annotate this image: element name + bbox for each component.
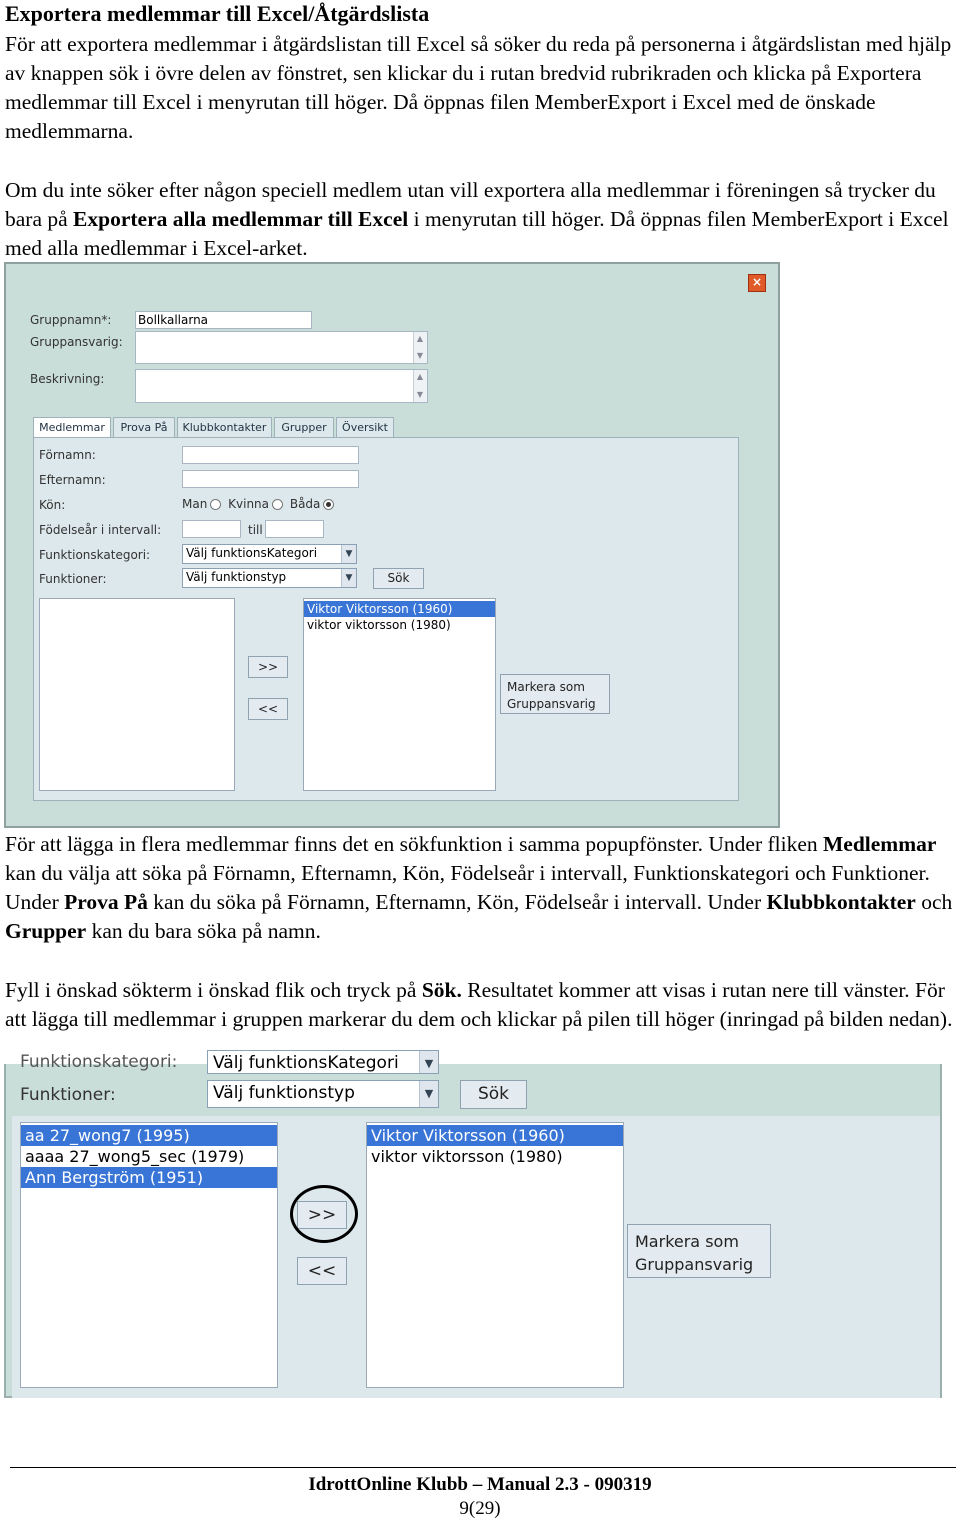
- group-dialog-screenshot: [4, 262, 780, 828]
- tab-klubbkontakter[interactable]: Klubbkontakter: [177, 417, 272, 437]
- kon-label: Kön:: [39, 498, 66, 512]
- cut-off-select[interactable]: Välj funktionsKategori ▼: [207, 1050, 439, 1074]
- kon-kvinna-radio[interactable]: [272, 499, 283, 510]
- highlight-circle: [290, 1185, 358, 1243]
- gruppansvarig-field[interactable]: [135, 331, 428, 364]
- markera-gruppansvarig-button[interactable]: [627, 1224, 771, 1278]
- search-results-list[interactable]: [20, 1122, 278, 1388]
- list-item[interactable]: aaaa 27_wong5_sec (1979): [25, 1147, 245, 1166]
- funktioner-label: Funktioner:: [20, 1085, 116, 1105]
- list-item[interactable]: Viktor Viktorsson (1960): [367, 1125, 623, 1146]
- fodelsear-to-input[interactable]: [265, 520, 324, 538]
- markera-gruppansvarig-button[interactable]: [500, 674, 610, 714]
- tab-oversikt[interactable]: Översikt: [336, 417, 394, 437]
- beskrivning-label: Beskrivning:: [30, 372, 105, 386]
- tab-grupper[interactable]: Grupper: [274, 417, 334, 437]
- list-item[interactable]: viktor viktorsson (1980): [307, 618, 451, 632]
- add-member-button[interactable]: >>: [297, 1201, 347, 1229]
- intro-paragraph: För att exportera medlemmar i åtgärdslistan till Excel så söker du reda på personerna i åtgärdslistan med hjälp av knappen sök i övre delen av fönstret, sen klickar du i rutan bredvid rubrikraden och klicka på Exportera medlemmar till Excel i menyrutan till höger. Då öppnas filen MemberExport i Excel med de önskade medlemmarna.: [5, 32, 952, 143]
- zoomed-dialog-screenshot: [4, 1052, 942, 1398]
- sok-button[interactable]: Sök: [373, 568, 424, 589]
- tab-medlemmar[interactable]: Medlemmar: [33, 417, 111, 438]
- add-member-button[interactable]: >>: [248, 656, 288, 678]
- sok-button[interactable]: Sök: [460, 1080, 527, 1109]
- search-paragraph: För att lägga in flera medlemmar finns det en sökfunktion i samma popupfönster. Under fliken Medlemmar kan du välja att söka på Förnamn, Efternamn, Kön, Födelseår i intervall, Funktionskategori och Funktioner. Under Prova På kan du söka på Förnamn, Efternamn, Kön, Födelseår i intervall. Under Klubbkontakter och Grupper kan du bara söka på namn.: [5, 832, 953, 943]
- kon-radio-group: [182, 497, 337, 511]
- remove-member-button[interactable]: <<: [297, 1257, 347, 1285]
- kon-kvinna-label: Kvinna: [228, 497, 270, 511]
- fodelsear-label: Födelseår i intervall:: [39, 523, 162, 537]
- chevron-down-icon: ▼: [341, 545, 356, 563]
- funktioner-label: Funktioner:: [39, 572, 107, 586]
- button-label-line2: Gruppansvarig: [507, 697, 596, 711]
- chevron-down-icon: ▼: [419, 1081, 438, 1107]
- footer-rule: [10, 1467, 956, 1468]
- list-item[interactable]: viktor viktorsson (1980): [371, 1147, 563, 1166]
- close-icon[interactable]: ×: [748, 274, 766, 292]
- page-heading: Exportera medlemmar till Excel/Åtgärdslista: [5, 1, 430, 26]
- kon-bada-radio[interactable]: [323, 499, 334, 510]
- efternamn-label: Efternamn:: [39, 473, 106, 487]
- chevron-down-icon: ▼: [341, 569, 356, 587]
- scrollbar[interactable]: ▲ ▼: [413, 332, 427, 363]
- cut-off-label: Funktionskategori:: [20, 1052, 178, 1072]
- scrollbar[interactable]: ▲ ▼: [413, 370, 427, 402]
- instruction-paragraph: Fyll i önskad sökterm i önskad flik och tryck på Sök. Resultatet kommer att visas i rutan nere till vänster. För att lägga till medlemmar i gruppen markerar du dem och klickar på pilen till höger (inringad på bilden nedan).: [5, 978, 953, 1031]
- remove-member-button[interactable]: <<: [248, 698, 288, 720]
- fornamn-label: Förnamn:: [39, 448, 96, 462]
- gruppansvarig-label: Gruppansvarig:: [30, 335, 123, 349]
- kon-bada-label: Båda: [289, 497, 321, 511]
- button-label-line1: Markera som: [635, 1232, 739, 1251]
- till-label: till: [248, 523, 263, 537]
- list-item[interactable]: aa 27_wong7 (1995): [21, 1125, 277, 1146]
- button-label-line1: Markera som: [507, 680, 585, 694]
- chevron-down-icon: ▼: [419, 1051, 438, 1073]
- beskrivning-field[interactable]: [135, 369, 428, 403]
- fodelsear-from-input[interactable]: [182, 520, 241, 538]
- funktionskategori-select[interactable]: Välj funktionsKategori ▼: [182, 544, 357, 564]
- page-number: 9(29): [459, 1498, 501, 1519]
- kon-man-radio[interactable]: [210, 499, 221, 510]
- footer-title: IdrottOnline Klubb – Manual 2.3 - 090319: [308, 1474, 652, 1495]
- button-label-line2: Gruppansvarig: [635, 1255, 754, 1274]
- selected-members-list[interactable]: [303, 598, 496, 791]
- efternamn-input[interactable]: [182, 470, 359, 488]
- export-all-paragraph: Om du inte söker efter någon speciell medlem utan vill exportera alla medlemmar i föreningen så trycker du bara på Exportera alla medlemmar till Excel i menyrutan till höger. Då öppnas filen MemberExport i Excel med alla medlemmar i Excel-arket.: [5, 178, 949, 260]
- selected-members-list[interactable]: [366, 1122, 624, 1388]
- gruppnamn-label: Gruppnamn*:: [30, 313, 112, 327]
- list-item[interactable]: Viktor Viktorsson (1960): [304, 601, 495, 617]
- funktioner-select[interactable]: Välj funktionstyp ▼: [207, 1080, 439, 1108]
- gruppnamn-input[interactable]: Bollkallarna: [135, 311, 312, 329]
- tab-prova-pa[interactable]: Prova På: [113, 417, 175, 437]
- fornamn-input[interactable]: [182, 446, 359, 464]
- kon-man-label: Man: [182, 497, 208, 511]
- funktionskategori-label: Funktionskategori:: [39, 548, 151, 562]
- search-results-list[interactable]: [39, 598, 235, 791]
- list-item[interactable]: Ann Bergström (1951): [21, 1167, 277, 1188]
- funktioner-select[interactable]: Välj funktionstyp ▼: [182, 568, 357, 588]
